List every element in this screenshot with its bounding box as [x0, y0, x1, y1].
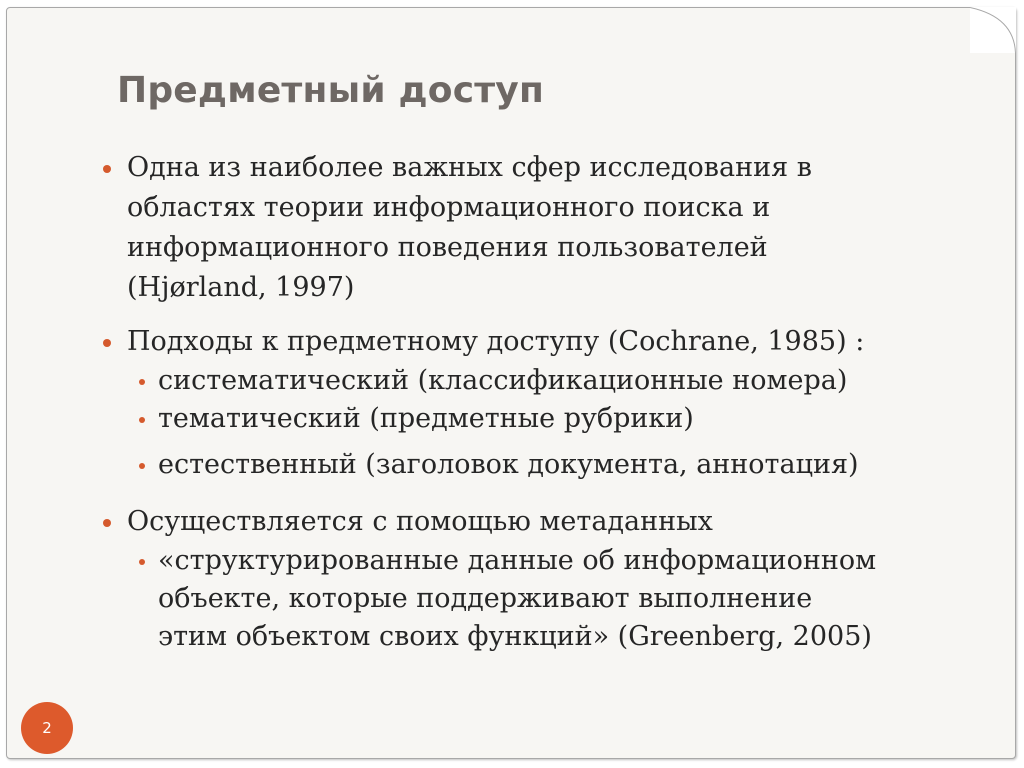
- bullet-icon: [103, 519, 111, 527]
- page-curl-corner: [970, 7, 1016, 53]
- slide-title: Предметный доступ: [117, 70, 545, 111]
- bullet-text: Осуществляется с помощью метаданных: [127, 506, 713, 537]
- bullet-icon: [103, 165, 111, 173]
- bullet-text: Подходы к предметному доступу (Cochrane, 1985) :: [127, 326, 865, 357]
- sub-bullet-icon: [139, 559, 145, 565]
- sub-bullet-line: этим объектом своих функций» (Greenberg, 2005): [158, 621, 872, 652]
- sub-bullet-item: [139, 362, 1015, 400]
- bullet-line: Одна из наиболее важных сфер исследования в: [127, 152, 812, 183]
- sub-bullet-text: естественный (заголовок документа, аннотация): [158, 449, 859, 480]
- bullet-icon: [103, 339, 111, 347]
- sub-bullet-item: [139, 446, 1015, 484]
- page-number-badge: 2: [21, 702, 73, 754]
- bullet-item: [103, 322, 1015, 362]
- sub-bullet-item: [139, 400, 1015, 438]
- sub-bullet-text: тематический (предметные рубрики): [158, 403, 694, 434]
- slide: [6, 7, 1016, 759]
- sub-bullet-text: систематический (классификационные номера): [158, 365, 848, 396]
- sub-bullet-icon: [139, 417, 145, 423]
- sub-bullet-line: «структурированные данные об информационном: [158, 545, 877, 576]
- bullet-line: (Hjørland, 1997): [127, 272, 355, 303]
- bullet-item: [103, 502, 1015, 542]
- sub-bullet-icon: [139, 379, 145, 385]
- bullet-line: информационного поведения пользователей: [127, 232, 768, 263]
- bullet-line: областях теории информационного поиска и: [127, 192, 771, 223]
- sub-bullet-line: объекте, которые поддерживают выполнение: [158, 583, 813, 614]
- bullet-item: [103, 148, 1015, 308]
- sub-bullet-icon: [139, 463, 145, 469]
- sub-bullet-item: [139, 542, 1015, 656]
- slide-content: [103, 148, 1015, 656]
